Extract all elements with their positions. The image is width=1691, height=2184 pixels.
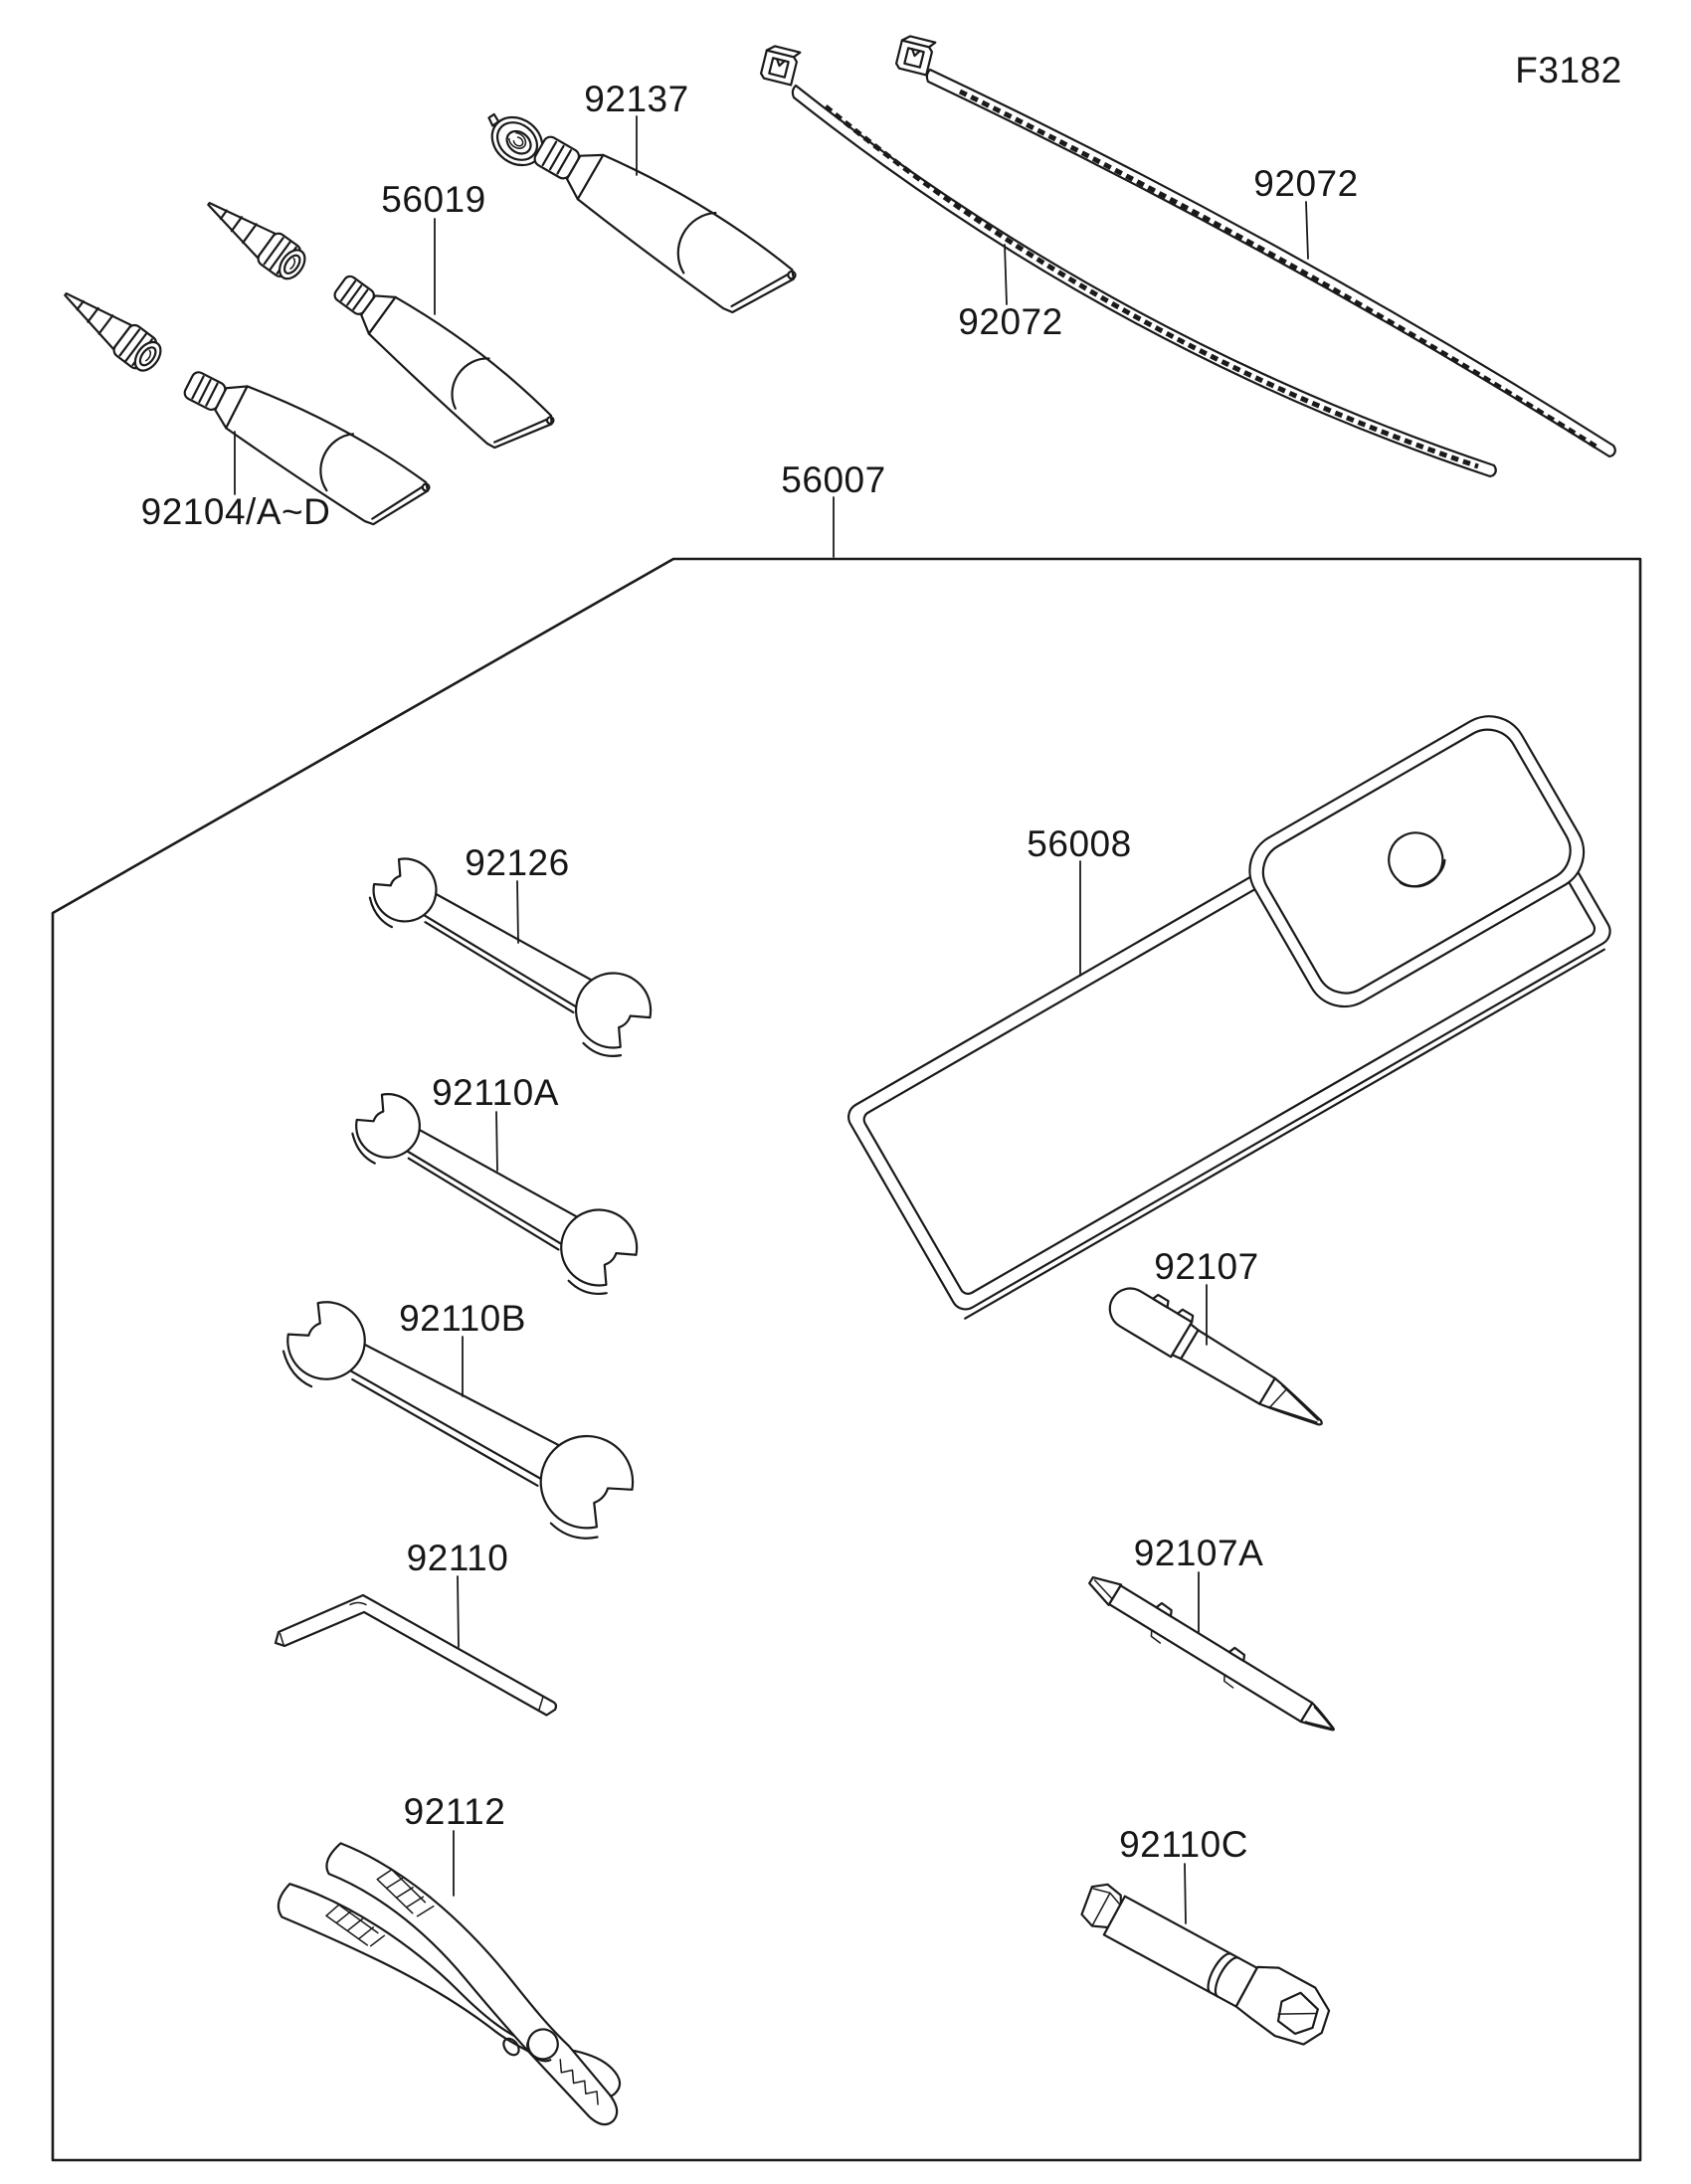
part-label-56007: 56007: [781, 459, 886, 500]
screwdriver-bit-92107: [1102, 1276, 1335, 1441]
tool-pouch-56008: [832, 702, 1635, 1319]
part-label-92072-upper: 92072: [1253, 163, 1359, 204]
part-label-92104: 92104/A~D: [140, 491, 331, 532]
screwdriver-92107A: [1082, 1565, 1343, 1743]
part-label-92107A: 92107A: [1133, 1533, 1264, 1573]
hex-key-92110: [276, 1595, 556, 1716]
part-label-92072-lower: 92072: [958, 301, 1063, 342]
cable-tie-92072-lower: [760, 45, 1496, 476]
part-label-92107: 92107: [1154, 1246, 1259, 1287]
part-label-56008: 56008: [1027, 823, 1132, 864]
part-label-92110A: 92110A: [432, 1072, 559, 1113]
part-label-92110C: 92110C: [1119, 1824, 1248, 1865]
part-label-56019: 56019: [381, 179, 486, 220]
part-label-92110: 92110: [406, 1538, 509, 1578]
box-spanner-92110C: [1071, 1871, 1339, 2055]
part-label-92137: 92137: [584, 79, 689, 119]
part-label-92110B: 92110B: [399, 1298, 526, 1339]
figure-code-label: F3182: [1515, 50, 1622, 91]
tube-92137: [474, 101, 803, 331]
pliers-92112: [271, 1827, 662, 2130]
part-label-92112: 92112: [403, 1791, 506, 1832]
part-label-92126: 92126: [465, 842, 570, 883]
